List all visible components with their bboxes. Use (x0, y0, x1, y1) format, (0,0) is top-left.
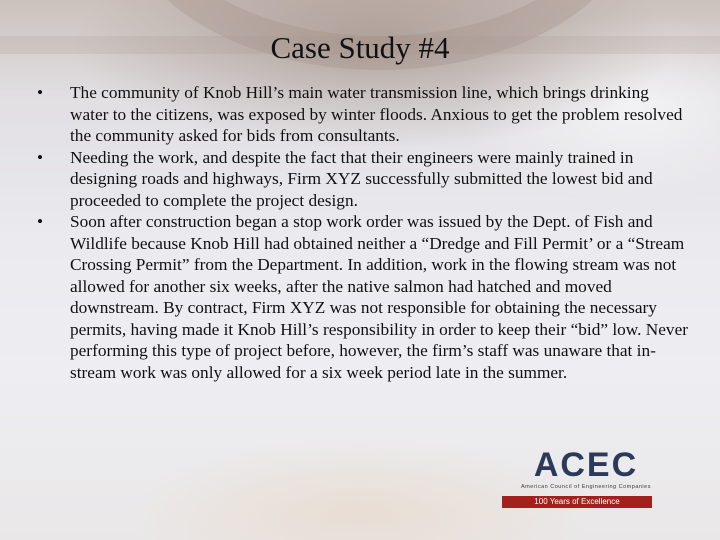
logo-subtitle: American Council of Engineering Companies (521, 484, 651, 490)
bullet-item (30, 211, 690, 383)
bullet-icon: • (36, 212, 44, 231)
bullet-list (30, 82, 690, 383)
bullet-icon: • (36, 147, 44, 167)
logo-name: ACEC (533, 446, 639, 484)
bullet-item (30, 82, 690, 147)
bullet-text: The community of Knob Hill’s main water transmission line, which brings drinking water to the citizens, was exposed by winter floods. Anxious to get the problem resolved the community asked for bids from consultants. (70, 83, 683, 145)
slide-title: Case Study #4 (270, 30, 450, 65)
logo-banner: 100 Years of Excellence (502, 496, 652, 508)
bullet-text: Soon after construction began a stop work order was issued by the Dept. of Fish and Wildlife because Knob Hill had obtained neither a “Dredge and Fill Permit’ or a “Stream Crossing Permit” from the Department. In addition, work in the flowing stream was not allowed for another six weeks, after the native salmon had hatched and moved downstream. By contract, Firm XYZ was not responsible for obtaining the necessary permits, having made it Knob Hill’s responsibility in order to keep their “bid” low. Never performing this type of project before, however, the firm’s staff was unaware that in-stream work was only allowed for a six week period late in the summer. (70, 212, 688, 382)
bullet-text: Needing the work, and despite the fact that their engineers were mainly trained in designing roads and highways, Firm XYZ successfully submitted the lowest bid and proceeded to complete the project design. (70, 147, 653, 210)
acec-logo (486, 446, 686, 512)
bullet-icon: • (36, 83, 44, 102)
bullet-item (30, 147, 690, 212)
